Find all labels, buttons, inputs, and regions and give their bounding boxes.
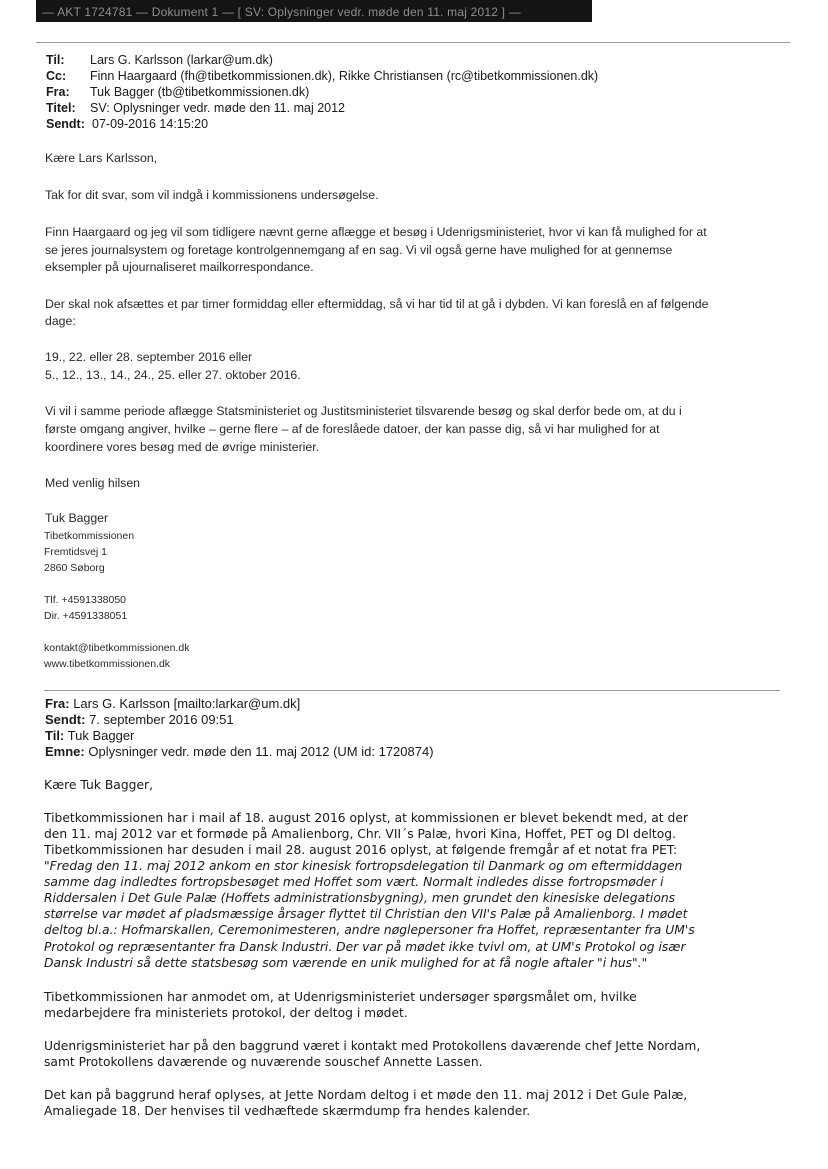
document-header-bar: [36, 0, 592, 22]
signature-website-link[interactable]: www.tibetkommissionen.dk: [44, 658, 171, 670]
sent-label: Sendt:: [45, 712, 86, 727]
reply-cc-row: [46, 68, 598, 84]
signature-phone: Tlf. +4591338050: [44, 594, 127, 606]
text-line: medarbejdere fra ministeriets protokol, der deltog i mødet.: [44, 1006, 408, 1020]
subject-value: Oplysninger vedr. møde den 11. maj 2012 (UM id: 1720874): [88, 744, 434, 759]
title-value: SV: Oplysninger vedr. møde den 11. maj 2012: [90, 101, 345, 115]
original-greeting: Kære Tuk Bagger,: [44, 778, 153, 792]
quote-line: Dansk Industri så dette statsbesøg som værende en unik mulighed for at få nogle aftaler "i hus".": [44, 956, 648, 970]
from-value: Tuk Bagger (tb@tibetkommissionen.dk): [90, 85, 310, 99]
subject-label: Emne:: [45, 744, 85, 759]
text-line: 19., 22. eller 28. september 2016 eller: [45, 350, 253, 364]
cc-value: Finn Haargaard (fh@tibetkommissionen.dk), Rikke Christiansen (rc@tibetkommissionen.dk): [90, 69, 599, 83]
signature-city: 2860 Søborg: [44, 562, 105, 574]
original-from-row: [45, 696, 300, 712]
reply-paragraph-1: Tak for dit svar, som vil indgå i kommissionens undersøgelse.: [45, 188, 379, 202]
sent-value: 7. september 2016 09:51: [89, 712, 234, 727]
signature-org: Tibetkommissionen: [44, 530, 135, 542]
cc-label: Cc:: [46, 69, 67, 83]
to-label: Til:: [46, 53, 65, 67]
reply-greeting: Kære Lars Karlsson,: [45, 151, 158, 165]
reply-to-row: [46, 52, 273, 68]
signature-direct-phone: Dir. +4591338051: [44, 610, 128, 622]
text-line: Vi vil i samme periode aflægge Statsministeriet og Justitsministeriet tilsvarende besøg og skal derfor bede om, at du i: [45, 404, 682, 418]
text-line: Det kan på baggrund heraf oplyses, at Jette Nordam deltog i et møde den 11. maj 2012 i Det Gule Palæ,: [44, 1088, 688, 1102]
quote-line: samme dag indledtes fortropsbesøget med Hoffet som vært. Normalt indledes disse fortropsmøder i: [44, 875, 664, 889]
quote-line: "Fredag den 11. maj 2012 ankom en stor kinesisk fortropsdelegation til Danmark og om eftermiddagen: [44, 859, 683, 873]
original-subject-row: [45, 744, 434, 760]
original-to-row: [45, 728, 134, 744]
reply-signer: Tuk Bagger: [45, 511, 109, 525]
text-line: Amaliegade 18. Der henvises til vedhæftede skærmdump fra hendes kalender.: [44, 1104, 531, 1118]
title-label: Titel:: [46, 101, 76, 115]
reply-sent-row: [46, 116, 208, 132]
text-line: eksempler på ujournaliseret mailkorrespondance.: [45, 260, 314, 274]
sent-label: Sendt:: [46, 117, 85, 131]
text-line: Tibetkommissionen har desuden i mail 28. august 2016 oplyst, at følgende fremgår af et notat fra PET:: [44, 843, 678, 857]
text-line: Udenrigsministeriet har på den baggrund været i kontakt med Protokollens daværende chef Jette Nordam,: [44, 1039, 701, 1053]
signature-street: Fremtidsvej 1: [44, 546, 108, 558]
text-line: den 11. maj 2012 var et formøde på Amalienborg, Chr. VII´s Palæ, hvori Kina, Hoffet, PET og DI deltog.: [44, 827, 676, 841]
text-line: koordinere vores besøg med de øvrige ministerier.: [45, 440, 320, 454]
quoted-message-divider: [44, 690, 780, 691]
quote-line: Riddersalen i Det Gule Palæ (Hoffets administrationsbygning), men grundet den kinesiske delegations: [44, 891, 676, 905]
text-line: samt Protokollens daværende og nuværende souschef Annette Lassen.: [44, 1055, 483, 1069]
sent-value: 07-09-2016 14:15:20: [92, 117, 209, 131]
to-label: Til:: [45, 728, 65, 743]
from-value: Lars G. Karlsson [mailto:larkar@um.dk]: [73, 696, 301, 711]
text-line: dage:: [45, 314, 76, 328]
reply-closing: Med venlig hilsen: [45, 476, 141, 490]
from-label: Fra:: [45, 696, 70, 711]
reply-from-row: [46, 84, 309, 100]
text-line: Der skal nok afsættes et par timer formiddag eller eftermiddag, så vi har tid til at gå i dybden. Vi kan foreslå en af følgende: [45, 297, 709, 311]
text-line: første omgang angiver, hvilke – gerne flere – af de foreslåede datoer, der kan passe dig, så vi har mulighed for at: [45, 422, 660, 436]
text-line: se jeres journalsystem og foretage kontrolgennemgang af en sag. Vi vil også gerne have mulighed for at gennemse: [45, 243, 673, 257]
text-line: Tibetkommissionen har anmodet om, at Udenrigsministeriet undersøger spørgsmålet om, hvilke: [44, 990, 637, 1004]
text-line: Tibetkommissionen har i mail af 18. august 2016 oplyst, at kommissionen er blevet bekendt med, at der: [44, 811, 688, 825]
original-sent-row: [45, 712, 234, 728]
to-value: Tuk Bagger: [67, 728, 135, 743]
top-divider: [36, 42, 790, 43]
quote-line: deltog bl.a.: Hofmarskallen, Ceremonimesteren, andre nøglepersoner fra Hoffet, repræsentanter fra UM's: [44, 923, 695, 937]
to-value: Lars G. Karlsson (larkar@um.dk): [90, 53, 273, 67]
signature-email-link[interactable]: kontakt@tibetkommissionen.dk: [44, 642, 190, 654]
reply-title-row: [46, 100, 345, 116]
quote-line: størrelse var mødet af pladsmæssige årsager flyttet til Christian den VII's Palæ på Amalienborg. I mødet: [44, 907, 688, 921]
document-header-text: — AKT 1724781 — Dokument 1 — [ SV: Oplysninger vedr. møde den 11. maj 2012 ] —: [42, 5, 521, 19]
from-label: Fra:: [46, 85, 70, 99]
text-line: 5., 12., 13., 14., 24., 25. eller 27. oktober 2016.: [45, 368, 301, 382]
quote-line: Protokol og repræsentanter fra Dansk Industri. Der var på mødet ikke tvivl om, at UM's Protokol og især: [44, 940, 686, 954]
text-line: Finn Haargaard og jeg vil som tidligere nævnt gerne aflægge et besøg i Udenrigsministeriet, hvor vi kan få mulighed for at: [45, 225, 707, 239]
